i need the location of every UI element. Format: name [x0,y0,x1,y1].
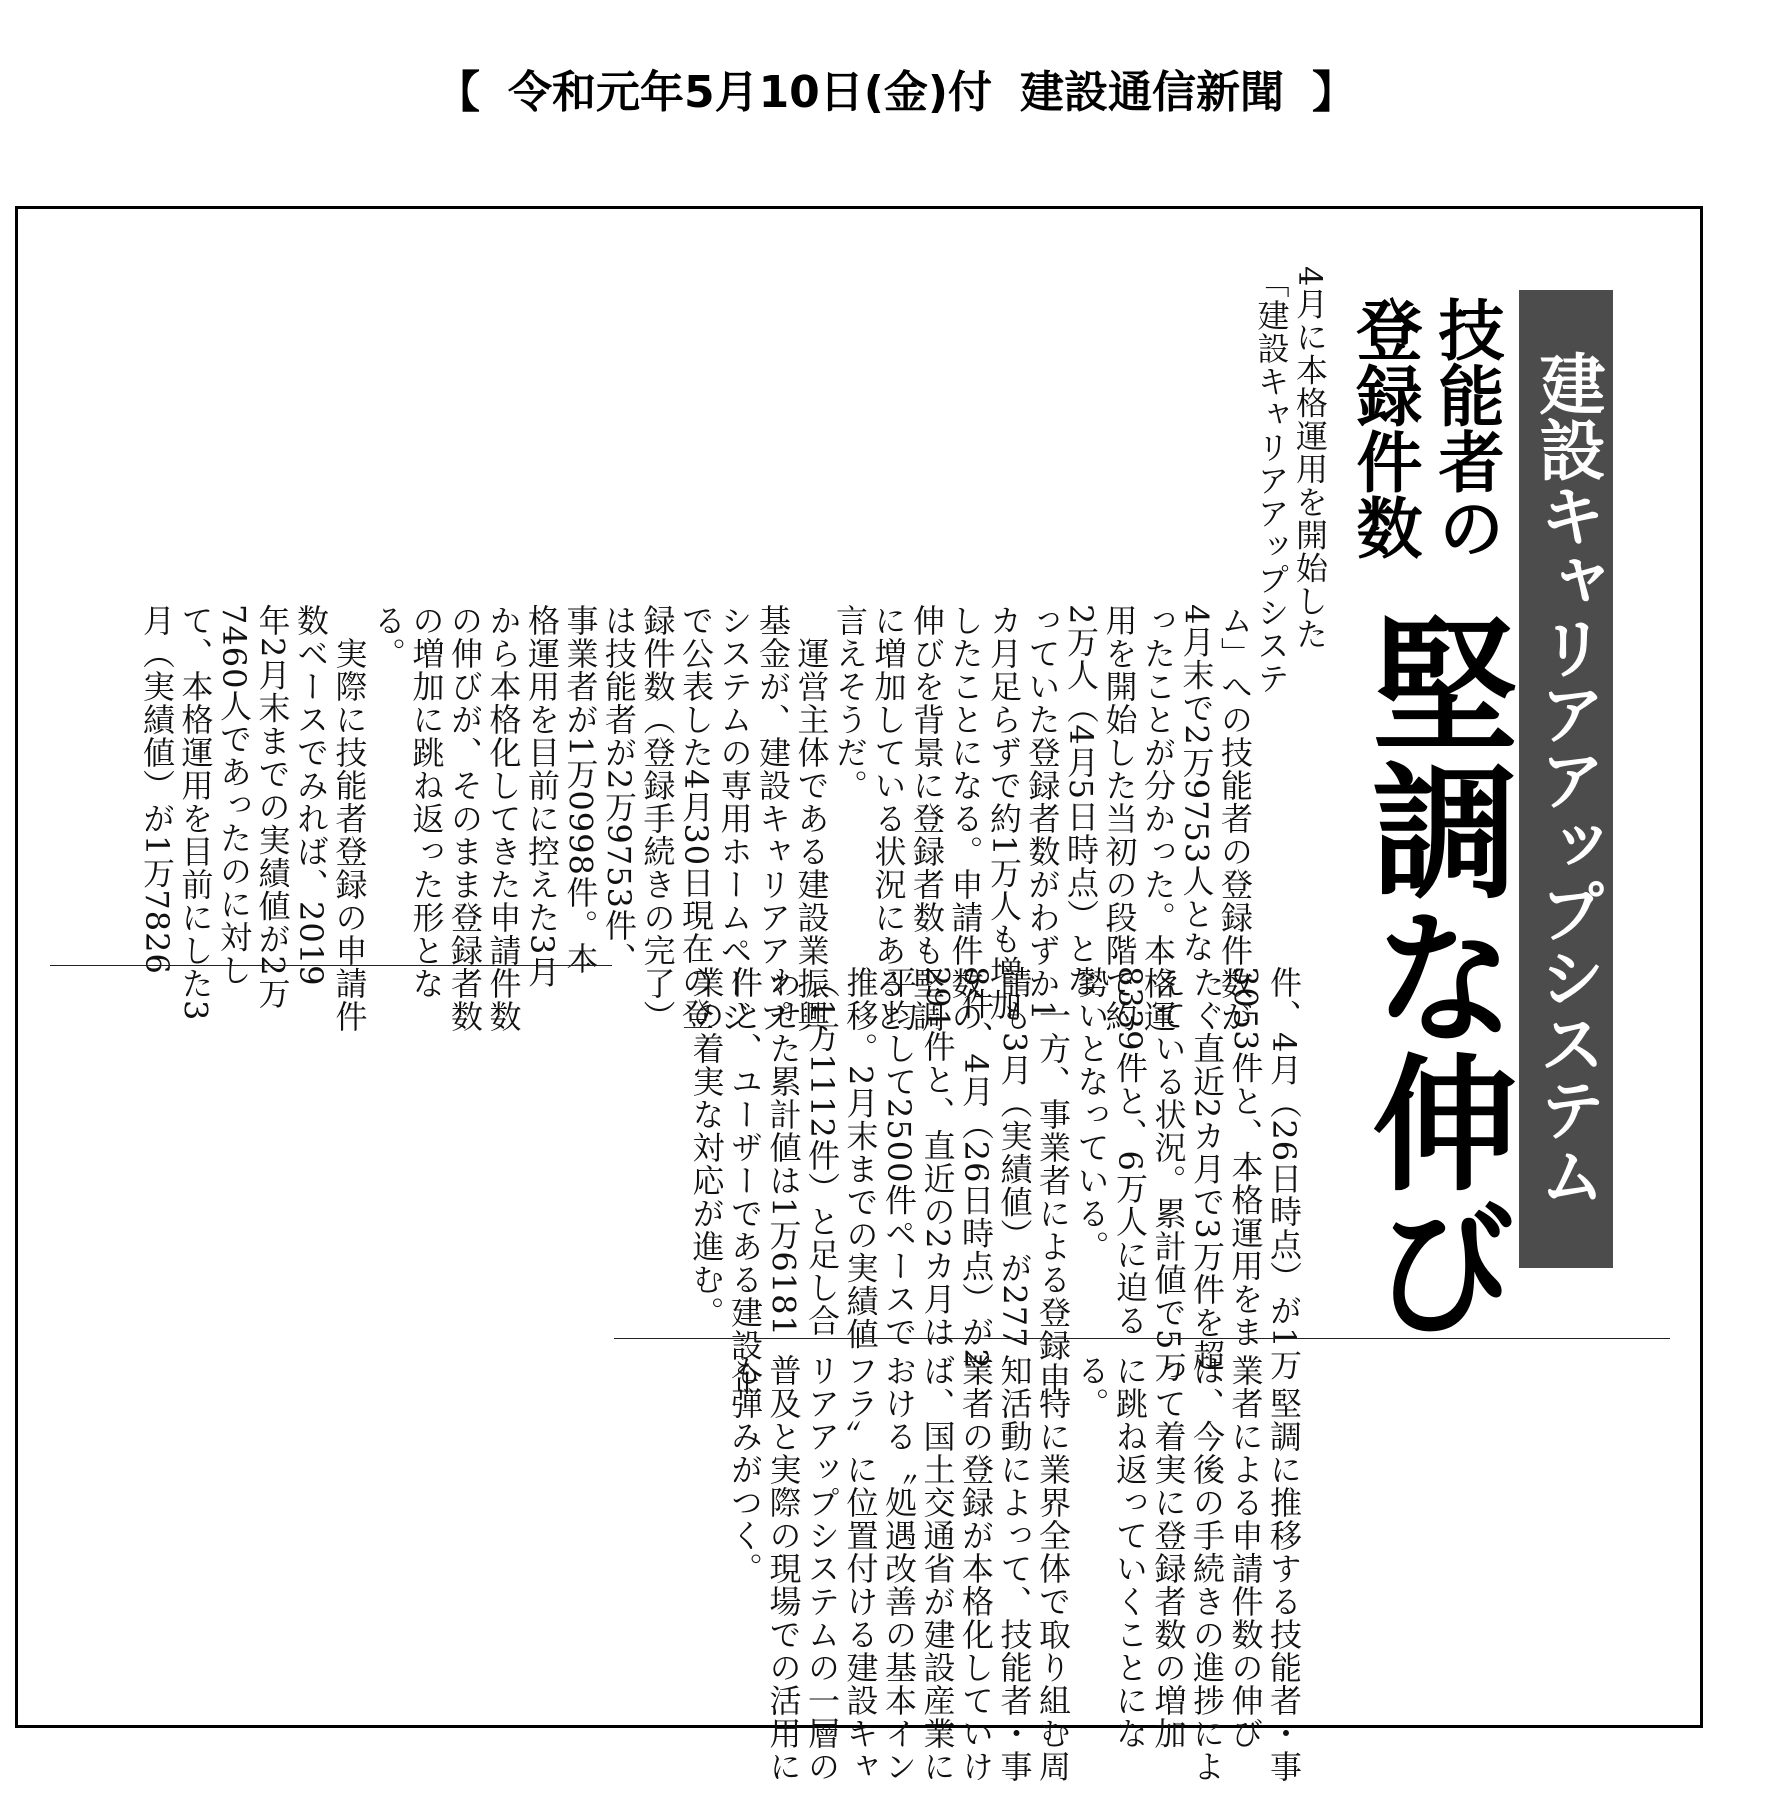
body-line: 8339件と、6万人に迫る [1111,966,1149,1337]
body-line: 4月に本格運用を開始した [1291,266,1329,651]
body-line: 291件と、直近の2カ月は [918,966,957,1349]
body-line: 請も3月（実績値）が277 [995,966,1034,1349]
body-line: る。 [1072,1354,1111,1420]
body-line: て、本格運用を目前にした3 [176,604,215,1022]
body-line: 勢いとなっている。 [1072,966,1111,1263]
page-header [0,58,1792,128]
body-line: は、今後の手続きの進捗によ [1188,1354,1226,1783]
body-line: 8件、4月（26日時点）が2 [957,966,995,1370]
body-line: 月（実績値）が1万7826 [138,604,176,975]
body-line: 録件数（登録手続きの完了） [638,604,677,1033]
body-line: リアアップシステムの一層の [803,1354,841,1783]
body-line: カ月足らずで約1万人も増加 [985,604,1023,1022]
body-line: 7460人であったのに対し [215,604,253,987]
body-line: 数ベースでみれば、2019 [292,604,330,987]
body-line: 推移。2月末までの実績値 [841,966,880,1351]
body-line: 普及と実際の現場での活用に [764,1354,803,1783]
body-line: 用を開始した当初の段階で約 [1100,604,1139,1033]
body-line: 年2月末までの実績値が2万 [253,604,292,1010]
body-line: 基金が、建設キャリアアップ [754,604,792,1033]
body-line: に増加している状況にあると [869,604,908,1033]
body-line: 堅調に推移する技能者・事 [1265,1354,1303,1783]
body-line: 一方、事業者による登録申 [1034,966,1072,1395]
body-line: えている状況。累計値で5万 [1149,966,1188,1384]
body-line: 格運用を目前に控えた3月 [523,604,561,989]
header-bracket-open: 【 [435,67,480,118]
body-middle-block [687,966,1303,1395]
body-line: 3053件と、本格運用をま [1226,966,1265,1349]
body-line: （1万1112件）と足し合 [803,966,841,1337]
body-line: 運営主体である建設業振興 [792,604,831,1033]
body-line: 業者の登録が本格化していけ [957,1354,995,1783]
body-line: 伸びを背景に登録者数も堅調 [908,604,946,1033]
column-divider-left [50,965,612,966]
body-line: わせた累計値は1万6181 [764,966,803,1337]
body-line: って着実に登録者数の増加 [1149,1354,1188,1750]
body-line: ったことが分かった。本格運 [1139,604,1177,1033]
subhead-line-2: 登録件数 [1345,296,1422,560]
header-publication: 建設通信新聞 [1020,67,1285,118]
body-line: フラ〟に位置付ける建設キャ [841,1354,880,1783]
headline-main: 堅調な伸び [1347,610,1517,1340]
body-line: たぐ直近2カ月で3万件を超 [1188,966,1226,1372]
body-line: 特に業界全体で取り組む周 [1034,1354,1072,1783]
body-line: 事業者が1万0998件。本 [561,604,600,975]
column-divider-right [614,1338,1670,1339]
body-line: 実際に技能者登録の申請件 [330,604,369,1033]
body-line: 業の着実な対応が進む。 [687,966,726,1329]
body-line: ム」への技能者の登録件数が [1216,604,1254,1033]
body-line: 知活動によって、技能者・事 [995,1354,1034,1783]
header-bracket-close: 】 [1312,67,1357,118]
body-line: 2万人（4月5日時点）とな [1062,604,1100,999]
body-lead-block [1252,266,1329,695]
body-line: から本格化してきた申請件数 [484,604,523,1033]
subhead-line-1: 技能者の [1427,296,1504,560]
body-line: は技能者が2万9753件、 [600,604,638,975]
body-line: 件と、ユーザーである建設企 [726,966,764,1395]
banner-title: 建設キャリアアップシステム [1528,350,1605,1208]
body-line: る。 [369,604,407,670]
body-line: 業者による申請件数の伸び [1226,1354,1265,1750]
header-date: 令和元年5月10日(金)付 [507,67,993,118]
body-line: の増加に跳ね返った形とな [407,604,446,1000]
body-line: っていた登録者数がわずか1 [1023,604,1062,1022]
body-lower-block [726,1354,1304,1783]
body-line: 平均して2500件ペースで [880,966,918,1349]
body-line: で公表した4月30日現在の登 [677,604,715,1032]
body-line: したことになる。申請件数の [946,604,985,1033]
body-line: に跳ね返っていくことにな [1111,1354,1149,1750]
body-line: システムの専用ホームページ [715,604,754,1033]
body-line: 「建設キャリアアップシステ [1252,266,1291,695]
body-line: も弾みがつく。 [726,1354,764,1585]
body-line: 件、4月（26日時点）が1万 [1265,966,1303,1382]
body-line: ば、国土交通省が建設産業に [918,1354,957,1783]
body-line: おける〝処遇改善の基本イン [880,1354,918,1783]
body-line: の伸びが、そのまま登録者数 [446,604,484,1033]
body-line: 言えそうだ。 [831,604,869,802]
body-upper-block [138,604,1255,1033]
body-line: 4月末で2万9753人とな [1177,604,1216,964]
